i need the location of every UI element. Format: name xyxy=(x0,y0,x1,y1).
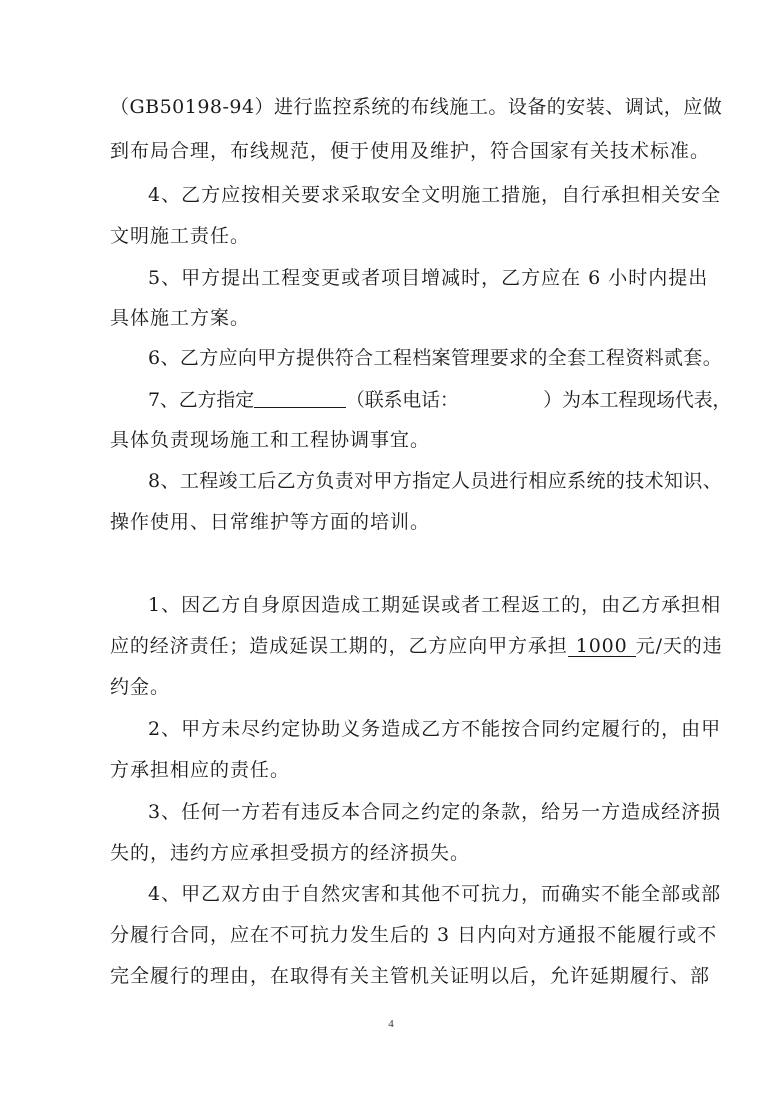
penalty-text: 应的经济责任；造成延误工期的，乙方应向甲方承担 xyxy=(110,635,568,657)
paragraph-line: （GB50198-94）进行监控系统的布线施工。设备的安装、调试，应做 xyxy=(110,96,723,118)
paragraph-line: 具体负责现场施工和工程协调事宜。 xyxy=(110,429,431,451)
breach-clause-4-line: 4、甲乙双方由于自然灾害和其他不可抗力，而确实不能全部或部 xyxy=(148,883,722,905)
page-number: 4 xyxy=(388,1018,394,1030)
clause-6-line: 6、乙方应向甲方提供符合工程档案管理要求的全套工程资料贰套。 xyxy=(148,347,723,369)
breach-clause-1-line: 1、因乙方自身原因造成工期延误或者工程返工的，由乙方承担相 xyxy=(148,594,722,616)
clause-8-line: 8、工程竣工后乙方负责对甲方指定人员进行相应系统的技术知识、 xyxy=(148,470,723,492)
clause-5-line: 5、甲方提出工程变更或者项目增减时，乙方应在 6 小时内提出 xyxy=(148,267,709,289)
paragraph-line: 分履行合同，应在不可抗力发生后的 3 日内向对方通报不能履行或不 xyxy=(110,924,718,946)
paragraph-line: 到布局合理，布线规范，便于使用及维护，符合国家有关技术标准。 xyxy=(110,140,711,162)
clause-7-text: 7、乙方指定 xyxy=(148,389,254,411)
paragraph-line: 具体施工方案。 xyxy=(110,307,251,329)
penalty-amount: 1000 xyxy=(568,636,636,657)
paragraph-line: 文明施工责任。 xyxy=(110,225,251,247)
clause-4-line: 4、乙方应按相关要求采取安全文明施工措施，自行承担相关安全 xyxy=(148,184,722,206)
paragraph-line: 完全履行的理由，在取得有关主管机关证明以后，允许延期履行、部 xyxy=(110,965,711,987)
clause-7-line xyxy=(148,387,731,412)
breach-clause-2-line: 2、甲方未尽约定协助义务造成乙方不能按合同约定履行的，由甲 xyxy=(148,718,722,740)
breach-clause-3-line: 3、任何一方若有违反本合同之约定的条款，给另一方造成经济损 xyxy=(148,801,722,823)
penalty-text-continued: 元/天的违 xyxy=(635,635,723,657)
clause-7-text-continued: （联系电话： ）为本工程现场代表， xyxy=(345,389,732,411)
paragraph-line: 约金。 xyxy=(110,676,171,698)
paragraph-line: 方承担相应的责任。 xyxy=(110,759,291,781)
representative-name-blank[interactable] xyxy=(254,387,346,408)
paragraph-line: 失的，违约方应承担受损方的经济损失。 xyxy=(110,842,471,864)
paragraph-line: 操作使用、日常维护等方面的培训。 xyxy=(110,511,431,533)
breach-clause-1-line xyxy=(110,634,723,658)
